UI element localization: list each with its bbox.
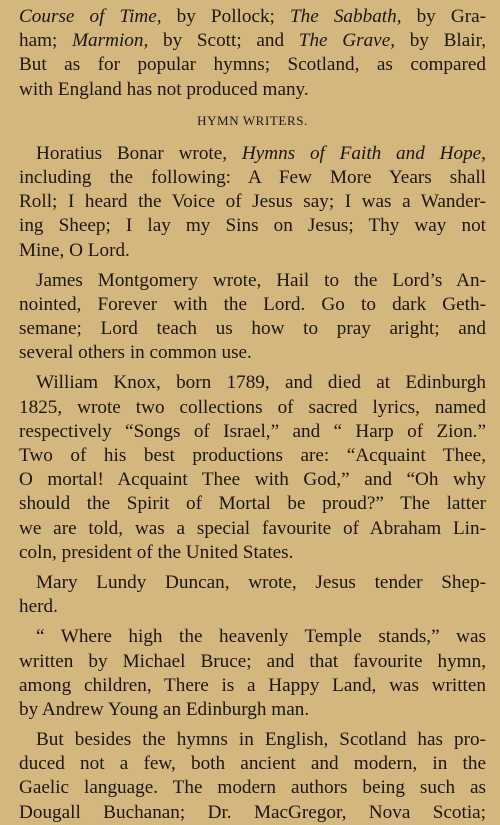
text-line: But as for popular hymns; Scotland, as compared xyxy=(19,54,486,76)
book-title: Course of Time, xyxy=(19,6,162,27)
text-line: including the following: A Few More Years shall xyxy=(19,166,486,188)
text-run: ham; xyxy=(19,30,73,52)
text-line: among children, There is a Happy Land, was written xyxy=(19,674,486,696)
text-line: Dougall Buchanan; Dr. MacGregor, Nova Scotia; xyxy=(19,801,486,823)
text-run: by Scott; and xyxy=(148,30,299,52)
montgomery-paragraph xyxy=(19,269,486,366)
section-heading: HYMN WRITERS. xyxy=(197,112,308,128)
text-line: ing Sheep; I lay my Sins on Jesus; Thy way not xyxy=(19,215,486,237)
text-line: “ Where high the heavenly Temple stands,” was xyxy=(36,626,486,648)
book-title: The Grave, xyxy=(298,30,396,52)
text-run: by Pollock; xyxy=(161,6,290,27)
text-line: But besides the hymns in English, Scotland has pro- xyxy=(36,729,486,751)
text-line: 1825, wrote two collections of sacred lyrics, named xyxy=(19,396,486,418)
text-line: Roll; I heard the Voice of Jesus say; I was a Wander- xyxy=(19,191,486,213)
gaelic-paragraph xyxy=(19,728,486,825)
text-line: William Knox, born 1789, and died at Edinburgh xyxy=(36,372,486,394)
text-line: written by Michael Bruce; and that favourite hymn, xyxy=(19,650,486,672)
text-line: Mine, O Lord. xyxy=(19,239,130,261)
book-title: The Sabbath, xyxy=(289,6,402,27)
text-line: we are told, was a special favourite of Abraham Lin- xyxy=(19,517,486,539)
text-run: Horatius Bonar wrote, xyxy=(36,142,242,164)
text-line: by Andrew Young an Edinburgh man. xyxy=(19,698,310,720)
text-line: Mary Lundy Duncan, wrote, Jesus tender Shep- xyxy=(36,571,486,593)
knox-paragraph xyxy=(19,371,486,565)
text-line: with England has not produced many. xyxy=(19,78,309,100)
text-line xyxy=(19,5,486,29)
bonar-paragraph xyxy=(19,142,486,263)
text-line: Two of his best productions are: “Acquaint Thee, xyxy=(19,445,486,466)
book-title: Hymns of Faith and Hope, xyxy=(241,142,486,164)
text-line: nointed, Forever with the Lord. Go to dark Geth- xyxy=(19,293,486,315)
text-line: Gaelic language. The modern authors being such as xyxy=(19,777,486,799)
text-line xyxy=(19,142,486,166)
text-run: by Blair, xyxy=(395,30,486,52)
text-line: O mortal! Acquaint Thee with God,” and “Oh why xyxy=(19,469,486,491)
text-line: semane; Lord teach us how to pray aright; and xyxy=(19,318,486,340)
duncan-paragraph xyxy=(19,571,486,619)
text-line: should the Spirit of Mortal be proud?” The latter xyxy=(19,493,486,515)
bruce-paragraph xyxy=(19,625,486,722)
text-line: coln, president of the United States. xyxy=(19,541,294,563)
book-title: Marmion, xyxy=(72,30,149,52)
intro-paragraph xyxy=(19,5,486,102)
text-line: respectively “Songs of Israel,” and “ Harp of Zion.” xyxy=(19,420,486,442)
text-line: several others in common use. xyxy=(19,342,252,364)
text-line xyxy=(19,29,486,53)
text-run: by Gra- xyxy=(401,6,486,27)
text-line: James Montgomery wrote, Hail to the Lord’s An- xyxy=(36,269,486,291)
text-line: herd. xyxy=(19,596,58,618)
text-line: duced not a few, both ancient and modern, in the xyxy=(19,753,486,775)
